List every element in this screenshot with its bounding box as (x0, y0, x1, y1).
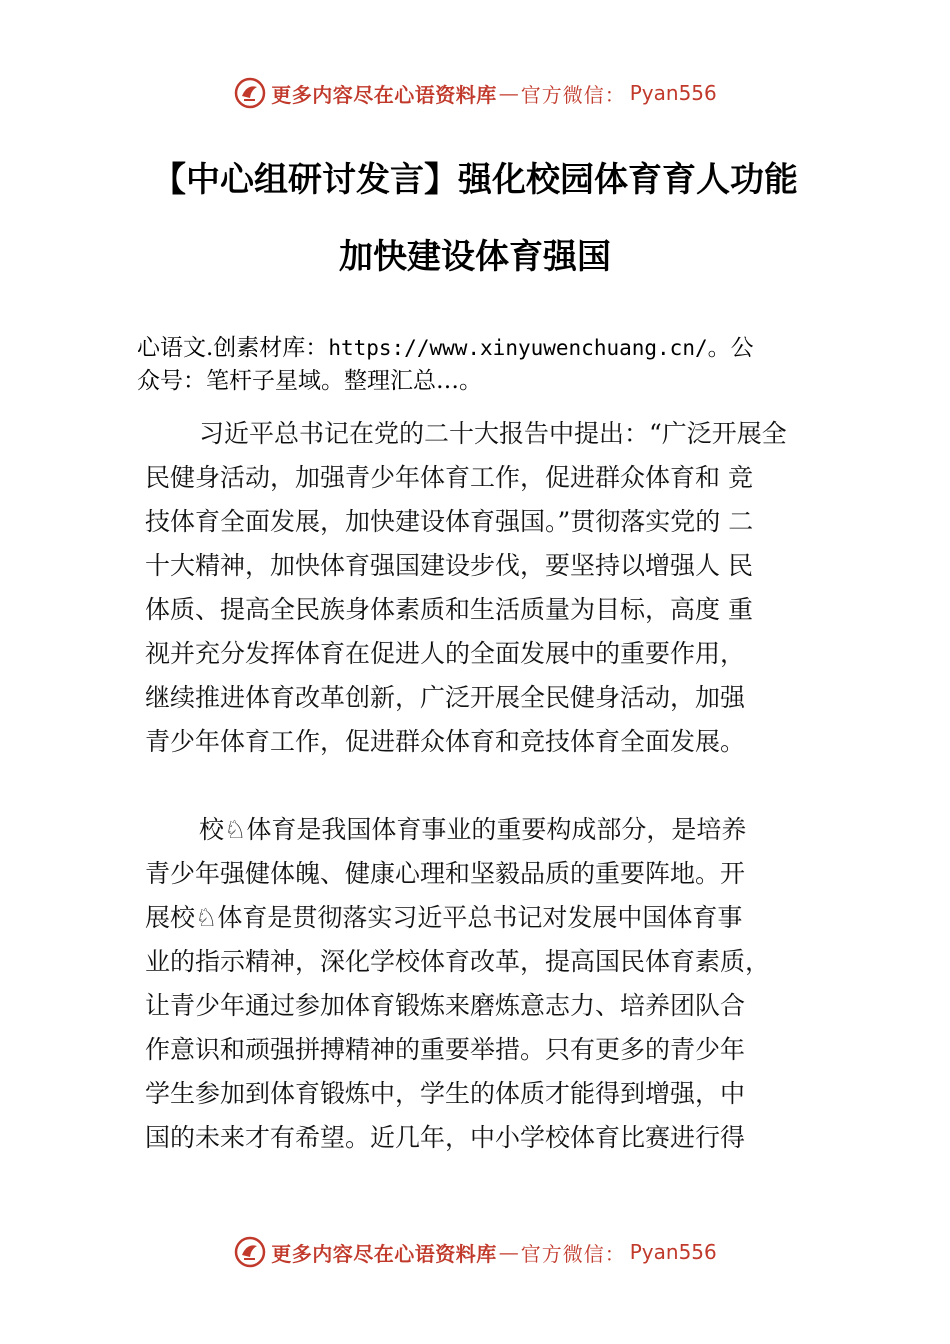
banner-text: 更多内容尽在心语资料库 (271, 1241, 497, 1266)
source-line2: 众号：笔杆子星域。整理汇总…。 (137, 368, 482, 394)
paragraph-line: 视并充分发挥体育在促进人的全面发展中的重要作用， (145, 639, 746, 668)
header-watermark-banner (0, 73, 950, 113)
paragraph-line: 技体育全面发展，加快建设体育强国。”贯彻落实党的 二 (145, 507, 754, 536)
paragraph-line: 青少年强健体魄、健康心理和坚毅品质的重要阵地。开 (145, 859, 746, 888)
banner-separator: — (498, 81, 519, 105)
paragraph-line: 学生参加到体育锻炼中，学生的体质才能得到增强，中 (145, 1079, 746, 1108)
library-logo-icon (233, 1235, 267, 1269)
paragraph-line: 继续推进体育改革创新，广泛开展全民健身活动，加强 (145, 683, 746, 712)
paragraph-line: 体质、提高全民族身体素质和生活质量为目标，高度 重 (145, 595, 753, 624)
paragraph-line: 让青少年通过参加体育锻炼来磨炼意志力、培养团队合 (145, 991, 746, 1020)
paragraph-line: 作意识和顽强拼搏精神的重要举措。只有更多的青少年 (145, 1035, 746, 1064)
source-url: https://www.xinyuwenchuang.cn/ (328, 336, 708, 360)
banner-wechat-id: Pyan556 (629, 81, 717, 105)
paragraph-line: 习近平总书记在党的二十大报告中提出：“广泛开展全 (199, 419, 787, 448)
banner-wechat-id: Pyan556 (629, 1240, 717, 1264)
paragraph-line: 十大精神，加快体育强国建设步伐，要坚持以增强人 民 (145, 551, 753, 580)
library-logo-icon (233, 76, 267, 110)
source-note (137, 332, 837, 398)
document-title-line2: 加快建设体育强国 (339, 237, 611, 277)
paragraph-line: 青少年体育工作，促进群众体育和竞技体育全面发展。 (145, 727, 746, 756)
document-title-line1: 【中心组研讨发言】强化校园体育育人功能 (152, 160, 798, 200)
paragraph-line: 展校♘体育是贯彻落实习近平总书记对发展中国体育事 (145, 903, 743, 932)
paragraph-line: 业的指示精神，深化学校体育改革，提高国民体育素质， (145, 947, 771, 976)
banner-wechat-label: 官方微信： (520, 1241, 626, 1266)
banner-text: 更多内容尽在心语资料库 (271, 82, 497, 107)
source-suffix: 。公 (707, 335, 754, 361)
paragraph-line: 国的未来才有希望。近几年，中小学校体育比赛进行得 (145, 1123, 746, 1152)
paragraph-line: 民健身活动，加强青少年体育工作，促进群众体育和 竞 (145, 463, 753, 492)
footer-watermark-banner (0, 1232, 950, 1272)
banner-wechat-label: 官方微信： (520, 82, 626, 107)
source-prefix: 心语文.创素材库： (137, 335, 329, 361)
banner-separator: — (498, 1240, 519, 1264)
paragraph-line: 校♘体育是我国体育事业的重要构成部分，是培养 (199, 815, 747, 844)
